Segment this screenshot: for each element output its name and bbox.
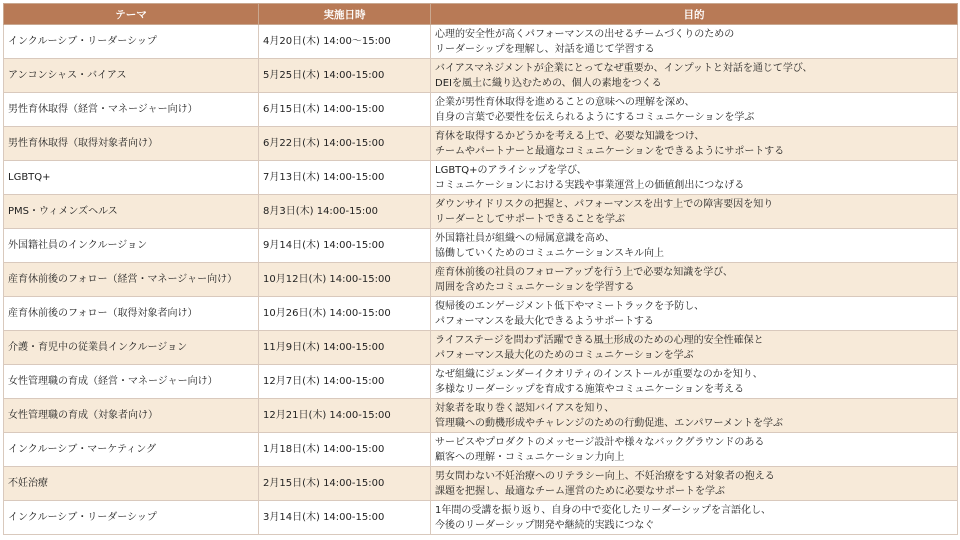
cell-date: 1月18日(木) 14:00-15:00 — [259, 433, 431, 467]
cell-date: 2月15日(木) 14:00-15:00 — [259, 467, 431, 501]
training-schedule-table — [3, 3, 958, 535]
table-row — [4, 127, 958, 161]
cell-date: 6月22日(木) 14:00-15:00 — [259, 127, 431, 161]
purpose-line: 管理職への動機形成やチャレンジのための行動促進、エンパワーメントを学ぶ — [435, 417, 783, 429]
purpose-line: 課題を把握し、最適なチーム運営のために必要なサポートを学ぶ — [435, 485, 725, 497]
purpose-line: 育休を取得するかどうかを考える上で、必要な知識をつけ、 — [435, 130, 705, 142]
cell-date: 7月13日(木) 14:00-15:00 — [259, 161, 431, 195]
cell-purpose — [431, 25, 958, 59]
cell-purpose — [431, 297, 958, 331]
purpose-line: ダウンサイドリスクの把握と、パフォーマンスを出す上での障害要因を知り — [435, 198, 774, 210]
table-body — [4, 25, 958, 535]
cell-date: 9月14日(木) 14:00-15:00 — [259, 229, 431, 263]
purpose-line: 心理的安全性が高くパフォーマンスの出せるチームづくりのための — [435, 28, 735, 40]
cell-purpose — [431, 433, 958, 467]
purpose-line: なぜ組織にジェンダーイクオリティのインストールが重要なのかを知り、 — [435, 368, 763, 380]
cell-purpose — [431, 263, 958, 297]
cell-theme: 不妊治療 — [4, 467, 259, 501]
purpose-line: ライフステージを問わず活躍できる風土形成のための心理的安全性確保と — [435, 334, 764, 346]
purpose-line: バイアスマネジメントが企業にとってなぜ重要か、インプットと対話を通じて学び、 — [435, 62, 813, 74]
cell-purpose — [431, 501, 958, 535]
cell-purpose — [431, 195, 958, 229]
cell-theme: 介護・育児中の従業員インクルージョン — [4, 331, 259, 365]
cell-purpose — [431, 59, 958, 93]
purpose-line: 協働していくためのコミュニケーションスキル向上 — [435, 247, 664, 259]
table-row — [4, 433, 958, 467]
purpose-line: 企業が男性育休取得を進めることの意味への理解を深め、 — [435, 96, 695, 108]
cell-date: 4月20日(木) 14:00〜15:00 — [259, 25, 431, 59]
cell-theme: インクルーシブ・リーダーシップ — [4, 25, 259, 59]
cell-purpose — [431, 365, 958, 399]
purpose-line: リーダーシップを理解し、対話を通じて学習する — [435, 43, 655, 55]
cell-date: 10月26日(木) 14:00-15:00 — [259, 297, 431, 331]
cell-theme: PMS・ウィメンズヘルス — [4, 195, 259, 229]
cell-purpose — [431, 467, 958, 501]
purpose-line: 外国籍社員が組織への帰属意識を高め、 — [435, 232, 615, 244]
cell-date: 12月21日(木) 14:00-15:00 — [259, 399, 431, 433]
cell-purpose — [431, 399, 958, 433]
cell-purpose — [431, 93, 958, 127]
cell-date: 11月9日(木) 14:00-15:00 — [259, 331, 431, 365]
table-row — [4, 195, 958, 229]
purpose-line: サービスやプロダクトのメッセージ設計や様々なバックグラウンドのある — [435, 436, 765, 448]
cell-theme: 産育休前後のフォロー（取得対象者向け） — [4, 297, 259, 331]
cell-theme: LGBTQ+ — [4, 161, 259, 195]
purpose-line: LGBTQ+のアライシップを学び、 — [435, 164, 587, 176]
cell-date: 8月3日(木) 14:00-15:00 — [259, 195, 431, 229]
table-row — [4, 25, 958, 59]
cell-theme: 女性管理職の育成（経営・マネージャー向け） — [4, 365, 259, 399]
cell-purpose — [431, 127, 958, 161]
purpose-line: 1年間の受講を振り返り、自身の中で変化したリーダーシップを言語化し、 — [435, 504, 771, 516]
table-row — [4, 297, 958, 331]
cell-date: 10月12日(木) 14:00-15:00 — [259, 263, 431, 297]
cell-purpose — [431, 161, 958, 195]
table-row — [4, 331, 958, 365]
purpose-line: 今後のリーダーシップ開発や継続的実践につなぐ — [435, 519, 655, 531]
column-header-theme: テーマ — [4, 4, 259, 25]
purpose-line: 自身の言葉で必要性を伝えられるようにするコミュニケーションを学ぶ — [435, 111, 755, 123]
cell-theme: 男性育休取得（経営・マネージャー向け） — [4, 93, 259, 127]
purpose-line: 復帰後のエンゲージメント低下やマミートラックを予防し、 — [435, 300, 705, 312]
purpose-line: チームやパートナーと最適なコミュニケーションをできるようにサポートする — [435, 145, 785, 157]
table-row — [4, 59, 958, 93]
cell-theme: 外国籍社員のインクルージョン — [4, 229, 259, 263]
purpose-line: パフォーマンスを最大化できるようサポートする — [435, 315, 654, 327]
cell-date: 5月25日(木) 14:00-15:00 — [259, 59, 431, 93]
purpose-line: 男女問わない不妊治療へのリテラシー向上、不妊治療をする対象者の抱える — [435, 470, 775, 482]
cell-theme: アンコンシャス・バイアス — [4, 59, 259, 93]
cell-theme: インクルーシブ・リーダーシップ — [4, 501, 259, 535]
cell-theme: インクルーシブ・マーケティング — [4, 433, 259, 467]
cell-theme: 産育休前後のフォロー（経営・マネージャー向け） — [4, 263, 259, 297]
column-header-purpose: 目的 — [431, 4, 958, 25]
purpose-line: 対象者を取り巻く認知バイアスを知り、 — [435, 402, 615, 414]
cell-date: 6月15日(木) 14:00-15:00 — [259, 93, 431, 127]
cell-theme: 男性育休取得（取得対象者向け） — [4, 127, 259, 161]
purpose-line: リーダーとしてサポートできることを学ぶ — [435, 213, 625, 225]
cell-theme: 女性管理職の育成（対象者向け） — [4, 399, 259, 433]
table-row — [4, 229, 958, 263]
table-row — [4, 399, 958, 433]
table-row — [4, 365, 958, 399]
table-row — [4, 467, 958, 501]
purpose-line: 多様なリーダーシップを育成する施策やコミュニケーションを考える — [435, 383, 744, 395]
table-row — [4, 161, 958, 195]
schedule-sheet — [3, 3, 957, 537]
cell-purpose — [431, 229, 958, 263]
table-header-row — [4, 4, 958, 25]
purpose-line: コミュニケーションにおける実践や事業運営上の価値創出につなげる — [435, 179, 745, 191]
purpose-line: 産育休前後の社員のフォローアップを行う上で必要な知識を学び、 — [435, 266, 733, 278]
purpose-line: 周囲を含めたコミュニケーションを学習する — [435, 281, 635, 293]
purpose-line: 顧客への理解・コミュニケーション力向上 — [435, 451, 625, 463]
table-row — [4, 501, 958, 535]
cell-date: 12月7日(木) 14:00-15:00 — [259, 365, 431, 399]
cell-purpose — [431, 331, 958, 365]
table-row — [4, 263, 958, 297]
table-row — [4, 93, 958, 127]
column-header-date: 実施日時 — [259, 4, 431, 25]
purpose-line: DEIを風土に織り込むための、個人の素地をつくる — [435, 77, 662, 89]
cell-date: 3月14日(木) 14:00-15:00 — [259, 501, 431, 535]
purpose-line: パフォーマンス最大化のためのコミュニケーションを学ぶ — [435, 349, 694, 361]
